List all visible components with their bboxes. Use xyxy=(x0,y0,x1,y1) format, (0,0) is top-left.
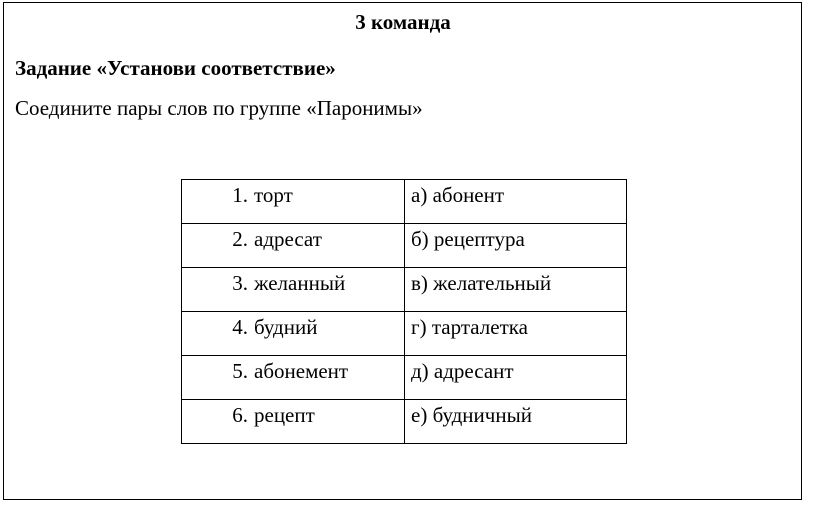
left-cell xyxy=(182,312,405,356)
item-number: 1. xyxy=(232,183,248,207)
table-row xyxy=(182,400,627,444)
table-row xyxy=(182,312,627,356)
left-cell xyxy=(182,180,405,224)
left-word: будний xyxy=(254,315,318,339)
task-title: Задание «Установи соответствие» xyxy=(15,56,336,80)
right-word: б) рецептура xyxy=(405,224,627,268)
table-row xyxy=(182,356,627,400)
right-word: а) абонент xyxy=(405,180,627,224)
left-word: рецепт xyxy=(254,403,315,427)
item-number: 3. xyxy=(232,271,248,295)
item-number: 2. xyxy=(232,227,248,251)
item-number: 4. xyxy=(232,315,248,339)
left-cell xyxy=(182,268,405,312)
table-row xyxy=(182,268,627,312)
left-word: адресат xyxy=(254,227,322,251)
left-word: желанный xyxy=(254,271,346,295)
left-cell xyxy=(182,356,405,400)
matching-table xyxy=(181,179,627,444)
instruction-text: Соедините пары слов по группе «Паронимы» xyxy=(15,96,423,120)
left-word: абонемент xyxy=(254,359,349,383)
right-word: г) тарталетка xyxy=(405,312,627,356)
right-word: е) будничный xyxy=(405,400,627,444)
left-cell xyxy=(182,224,405,268)
table-row xyxy=(182,180,627,224)
right-word: д) адресант xyxy=(405,356,627,400)
table-row xyxy=(182,224,627,268)
item-number: 5. xyxy=(232,359,248,383)
left-cell xyxy=(182,400,405,444)
right-word: в) желательный xyxy=(405,268,627,312)
team-title: 3 команда xyxy=(355,10,451,34)
left-word: торт xyxy=(254,183,293,207)
item-number: 6. xyxy=(232,403,248,427)
